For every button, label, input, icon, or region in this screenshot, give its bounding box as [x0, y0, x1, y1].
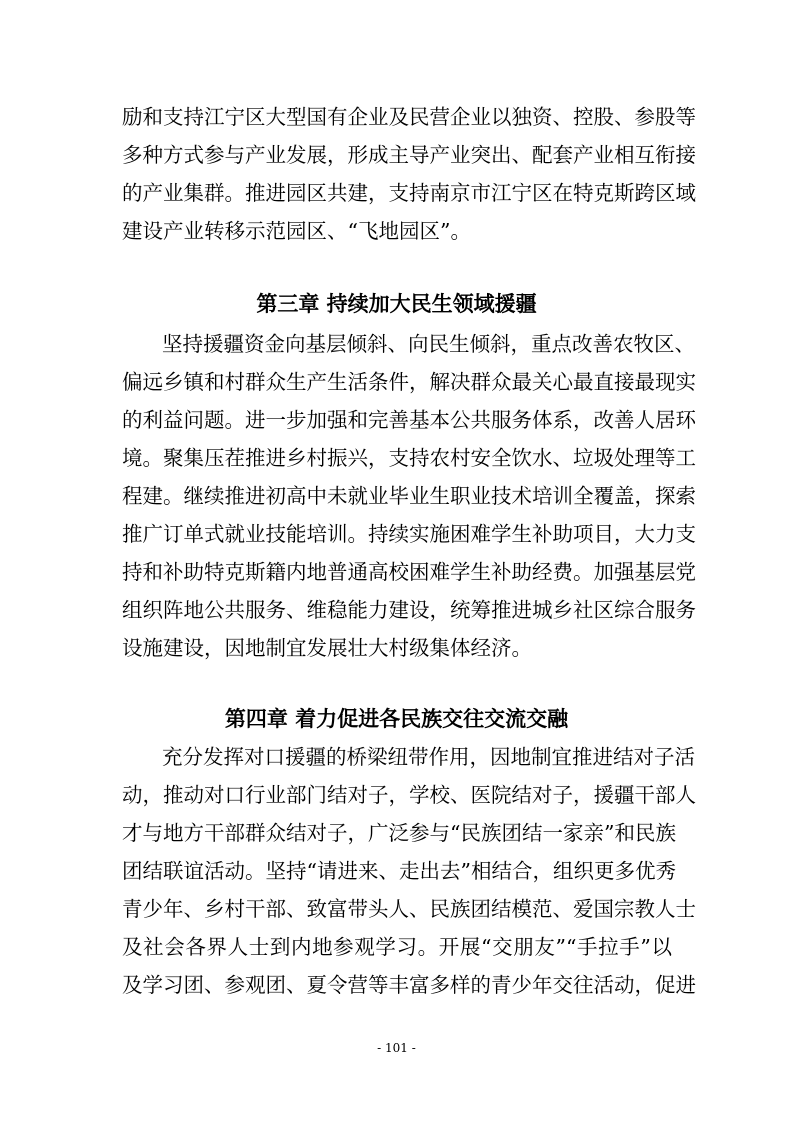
- body-text-line: 才与地方干部群众结对子，广泛参与“民族团结一家亲”和民族: [122, 821, 676, 845]
- body-text-line: 境。聚集压茬推进乡村振兴，支持农村安全饮水、垃圾处理等工: [122, 446, 696, 470]
- body-text-line: 充分发挥对口援疆的桥梁纽带作用，因地制宜推进结对子活: [162, 745, 695, 769]
- body-text-line: 推广订单式就业技能培训。持续实施困难学生补助项目，大力支: [122, 522, 696, 546]
- body-text-line: 的产业集群。推进园区共建，支持南京市江宁区在特克斯跨区域: [122, 181, 696, 205]
- chapter-4-heading: 第四章 着力促进各民族交往交流交融: [224, 707, 569, 731]
- body-text-line: 多种方式参与产业发展，形成主导产业突出、配套产业相互衔接: [122, 143, 696, 167]
- body-text-line: 的利益问题。进一步加强和完善基本公共服务体系，改善人居环: [122, 408, 696, 432]
- body-text-line: 坚持援疆资金向基层倾斜、向民生倾斜，重点改善农牧区、: [162, 332, 695, 356]
- body-text-line: 设施建设，因地制宜发展壮大村级集体经济。: [122, 636, 532, 660]
- body-text-line: 动，推动对口行业部门结对子，学校、医院结对子，援疆干部人: [122, 783, 696, 807]
- body-text-line: 组织阵地公共服务、维稳能力建设，统筹推进城乡社区综合服务: [122, 598, 696, 622]
- body-text-line: 建设产业转移示范园区、“飞地园区”。: [122, 219, 471, 243]
- body-text-line: 及学习团、参观团、夏令营等丰富多样的青少年交往活动，促进: [122, 973, 696, 997]
- body-text-line: 励和支持江宁区大型国有企业及民营企业以独资、控股、参股等: [122, 105, 696, 129]
- chapter-3-heading: 第三章 持续加大民生领域援疆: [256, 292, 537, 316]
- body-text-line: 青少年、乡村干部、致富带头人、民族团结模范、爱国宗教人士: [122, 897, 696, 921]
- body-text-line: 及社会各界人士到内地参观学习。开展“交朋友”“手拉手”以: [122, 935, 672, 959]
- body-text-line: 团结联谊活动。坚持“请进来、走出去”相结合，组织更多优秀: [122, 859, 676, 883]
- body-text-line: 程建。继续推进初高中未就业毕业生职业技术培训全覆盖，探索: [122, 484, 696, 508]
- body-text-line: 持和补助特克斯籍内地普通高校困难学生补助经费。加强基层党: [122, 560, 696, 584]
- page-number: - 101 -: [377, 1041, 416, 1055]
- body-text-line: 偏远乡镇和村群众生产生活条件，解决群众最关心最直接最现实: [122, 370, 696, 394]
